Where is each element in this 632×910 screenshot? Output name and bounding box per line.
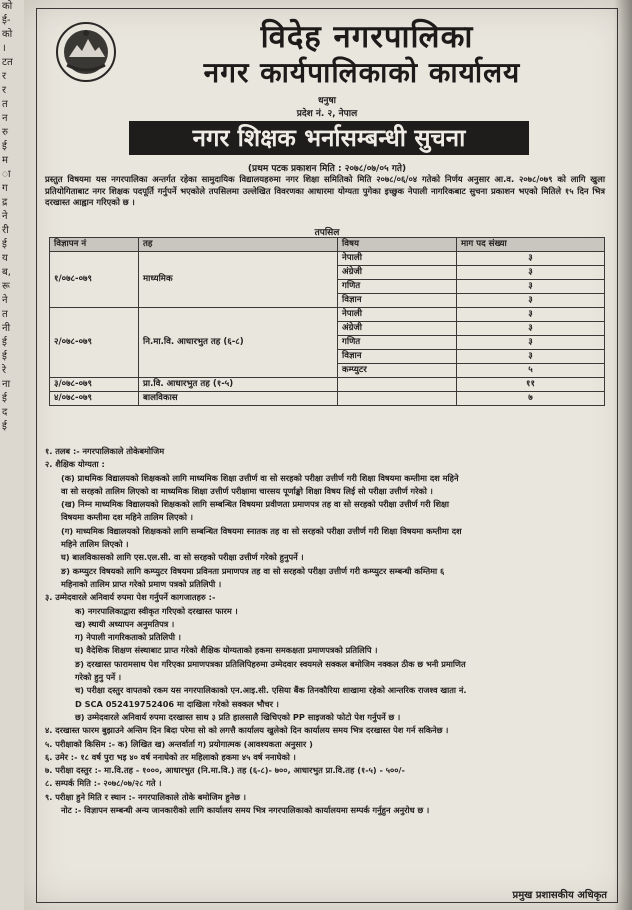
condition-line: महिनाको तालिम प्राप्त गरेको प्रमाण पत्रको प्रतिलिपी ।	[61, 578, 222, 589]
subject-cell: कम्प्युटर	[338, 364, 457, 378]
header-level: तह	[139, 238, 338, 252]
level-cell: प्रा.वि. आधारभुत तह (१-५)	[139, 378, 338, 392]
strip-fragment: द	[2, 407, 8, 418]
level-cell: बालविकास	[139, 392, 338, 406]
strip-fragment: य	[2, 253, 8, 264]
strip-fragment: ग	[2, 183, 8, 194]
province-label: प्रदेश नं. २, नेपाल	[296, 109, 358, 119]
ad-number-cell: ४/०७८-०७९	[50, 392, 139, 406]
post-count-cell: ३	[457, 252, 605, 266]
strip-fragment: रे	[2, 365, 7, 376]
strip-fragment: ब,	[2, 267, 11, 278]
signature-title: प्रमुख प्रशासकीय अधिकृत	[512, 890, 607, 901]
ad-number-cell: ३/०७८-०७९	[50, 378, 139, 392]
condition-line: घ) वैदेशिक शिक्षण संस्थाबाट प्राप्त गरेको शैक्षिक योग्यताको हकमा समकक्षता प्रमाणपत्रको प्रतिलिपि ।	[75, 645, 378, 656]
page-shadow	[614, 0, 632, 910]
strip-fragment: त	[2, 99, 8, 110]
condition-line: ३. उम्मेदवारले अनिवार्य रुपमा पेश गर्नुपर्ने कागजातहरु :-	[45, 592, 216, 603]
post-count-cell: ३	[457, 322, 605, 336]
strip-fragment: ई	[2, 141, 7, 152]
vacancy-table-body	[50, 252, 605, 406]
strip-fragment: म	[2, 155, 8, 166]
strip-fragment: नी	[2, 323, 11, 334]
condition-line: घ) बालविकासको लागि एस.एल.सी. वा सो सरहको परीक्षा उत्तीर्ण गरेको हुनुपर्ने ।	[61, 552, 304, 563]
municipality-title: विदेह नगरपालिका	[260, 19, 474, 55]
subject-cell: विज्ञान	[338, 294, 457, 308]
table-header-row	[50, 238, 605, 252]
condition-line: D SCA 052419752406 मा दाखिला गरेको सक्कल भौचर ।	[75, 698, 279, 709]
notice-conditions	[45, 445, 609, 817]
condition-line: ८. सम्पर्क मिति :- २०७८/०७/२८ गते ।	[45, 778, 162, 789]
strip-fragment: को	[2, 29, 13, 40]
strip-fragment: त	[2, 309, 8, 320]
office-title: नगर कार्यपालिकाको कार्यालय	[203, 56, 521, 89]
subject-cell: विज्ञान	[338, 350, 457, 364]
header-ad-no: विज्ञापन नं	[50, 238, 139, 252]
header-count: माग पद संख्या	[457, 238, 605, 252]
strip-fragment: रू	[2, 281, 10, 292]
table-row	[50, 392, 605, 406]
post-count-cell: ३	[457, 350, 605, 364]
condition-line: ख) स्थायी अध्यापन अनुमतिपत्र ।	[75, 618, 175, 629]
notice-page	[24, 0, 632, 910]
intro-paragraph: प्रस्तुत विषयमा यस नगरपालिका अन्तर्गत रहेका सामुदायिक विद्यालयहरुमा नगर शिक्षा समितिको मिति २०७८/०६/०४ गतेको निर्णय अनुसार आ.व. २०७८/०७९ को लागि खुला प्रतियोगिताबाट नगर शिक्षक पदपूर्ति गर्नुपर्ने भएकोले तपसिलमा उल्लेखित विवरणका आधारमा योग्यता पुगेका इच्छुक नेपाली नागरिकबाट सुचना प्रकाशन भएको मितिले १५ दिन भित्र दरखास्त आह्वान गरिएको छ ।	[45, 174, 605, 207]
post-count-cell: ५	[457, 364, 605, 378]
condition-line: (ग) माध्यमिक विद्यालयको शिक्षकको लागि सम्बन्धित विषयमा स्नातक तह वा सो सरहको परीक्षा उत्तीर्ण गरी शिक्षा विषयमा कम्तीमा दश	[61, 525, 462, 536]
condition-line: ५. परीक्षाको किसिम :- क) लिखित ख) अन्तर्वार्ता ग) प्रयोगात्मक (आवश्यकता अनुसार )	[45, 738, 313, 749]
vacancy-table	[49, 237, 605, 406]
strip-fragment: ।	[2, 43, 6, 54]
condition-line: च) परीक्षा दस्तुर वापतको रकम यस नगरपालिकाको एन.आइ.सी. एसिया बैंक तिनकौरिया शाखामा रहेको आन्तरिक राजश्व खाता नं.	[75, 685, 467, 696]
condition-line: (ख) निम्न माध्यमिक विद्यालयको शिक्षकको लागि सम्बन्धित विषयमा प्रवीणता प्रमाणपत्र तह वा सो सरहको परीक्षा उत्तीर्ण गरी शिक्षा	[61, 499, 450, 510]
condition-line: विषयमा कम्तीमा दश महिने तालिम लिएको ।	[61, 512, 193, 523]
post-count-cell: ३	[457, 294, 605, 308]
adjacent-column-strip	[0, 0, 25, 910]
condition-line: ४. दरखास्त फारम बुझाउने अन्तिम दिन बिदा परेमा सो को लगत्तै कार्यालय खुलेको दिन कार्यालय समय भित्र दरखास्त पेश गर्न सकिनेछ ।	[45, 725, 449, 736]
strip-fragment: ना	[2, 379, 11, 390]
condition-line: महिने तालिम लिएको ।	[61, 539, 129, 550]
condition-line: ६. उमेर :- १८ वर्ष पुरा भइ ४० वर्ष ननाघेको तर महिलाको हकमा ४५ वर्ष ननाघेको ।	[45, 751, 296, 762]
post-count-cell: ७	[457, 392, 605, 406]
strip-fragment: ई	[2, 337, 7, 348]
table-row	[50, 378, 605, 392]
header-subject: विषय	[338, 238, 457, 252]
subject-cell: नेपाली	[338, 252, 457, 266]
strip-fragment: द्र	[2, 197, 8, 208]
condition-line: ९. परीक्षा हुने मिति र स्थान :- नगरपालिकाले तोके बमोजिम हुनेछ ।	[45, 791, 246, 802]
ad-number-cell: २/०७८-०७९	[50, 308, 139, 378]
publication-date: (प्रथम पटक प्रकाशन मिति : २०७८/०७/०५ गते)	[247, 164, 407, 174]
strip-fragment: टत	[2, 57, 13, 68]
condition-line: ङ) कम्प्युटर विषयको लागि कम्प्युटर विषयमा प्रविनता प्रमाणपत्र तह वा सो सरहको परीक्षा उत्तीर्ण गरी कम्प्युटर सम्बन्धी कम्तिमा ६	[61, 565, 445, 576]
subject-cell	[338, 392, 457, 406]
condition-line: (क) प्राथमिक विद्यालयको शिक्षकको लागि माध्यमिक शिक्षा उत्तीर्ण वा सो सरहको परीक्षा उत्तीर्ण गरी शिक्षा विषयमा कम्तीमा दश महिने	[61, 472, 459, 483]
strip-fragment: ई	[2, 351, 7, 362]
post-count-cell: ३	[457, 266, 605, 280]
condition-line: ग) नेपाली नागरिकताको प्रतिलिपी ।	[75, 632, 181, 643]
strip-fragment: रु	[2, 127, 8, 138]
condition-line: वा सो सरहको तालिम लिएको वा माध्यमिक शिक्षा उत्तीर्ण परीक्षामा चारसय पूर्णाङ्को शिक्षा विषय लिई सो परीक्षा उत्तीर्ण गरेको ।	[61, 485, 433, 496]
strip-fragment: ई	[2, 393, 7, 404]
strip-fragment: र	[2, 71, 7, 82]
notice-frame	[36, 8, 618, 903]
subject-cell	[338, 378, 457, 392]
subject-cell: गणित	[338, 336, 457, 350]
subject-cell: अंग्रेजी	[338, 322, 457, 336]
strip-fragment: को	[2, 1, 13, 12]
table-row	[50, 252, 605, 266]
condition-line: नोट :- विज्ञापन सम्बन्धी अन्य जानकारीको लागि कार्यालय समय भित्र नगरपालिकाको कार्यालयमा सम्पर्क गर्नुहुन अनुरोध छ ।	[61, 805, 430, 816]
level-cell: माध्यमिक	[139, 252, 338, 308]
condition-line: ङ) दरखास्त फारामसाथ पेश गरिएका प्रमाणपत्रका प्रतिलिपिहरुमा उम्मेदवार स्वयमले सक्कल बमोजिम नक्कल ठीक छ भनी प्रमाणित	[75, 658, 466, 669]
post-count-cell: ११	[457, 378, 605, 392]
strip-fragment: न	[2, 113, 8, 124]
post-count-cell: ३	[457, 280, 605, 294]
condition-line: छ) उम्मेदवारले अनिवार्य रुपमा दरखास्त साथ ३ प्रति हालसालै खिचिएको PP साइजको फोटो पेश गर्नुपर्ने छ ।	[75, 711, 401, 722]
condition-line: गरेको हुनु पर्ने ।	[75, 672, 122, 683]
strip-fragment: ने	[2, 295, 8, 306]
strip-fragment: री	[2, 225, 9, 236]
condition-line: १. तलब :- नगरपालिकाले तोकेबमोजिम	[45, 446, 165, 456]
subject-cell: गणित	[338, 280, 457, 294]
nepal-emblem-icon	[55, 21, 117, 83]
level-cell: नि.मा.वि. आधारभुत तह (६-८)	[139, 308, 338, 378]
strip-fragment: ई	[2, 239, 7, 250]
table-caption: तपसिल	[314, 228, 340, 238]
notice-banner: नगर शिक्षक भर्नासम्बन्धी सुचना	[129, 121, 529, 155]
subject-cell: अंग्रेजी	[338, 266, 457, 280]
condition-line: ७. परीक्षा दस्तुर :- मा.वि.तह - १०००, आधारभुत (नि.मा.वि.) तह (६-८)- ७००, आधारभुत प्रा.वि.तह (१-५) - ५००/-	[45, 765, 405, 776]
condition-line: २. शैक्षिक योग्यता :	[45, 459, 105, 470]
post-count-cell: ३	[457, 308, 605, 322]
subject-cell: नेपाली	[338, 308, 457, 322]
ad-number-cell: १/०७८-०७९	[50, 252, 139, 308]
table-row	[50, 308, 605, 322]
strip-fragment: ई-	[2, 15, 11, 26]
condition-line: क) नगरपालिकाद्वारा स्वीकृत गरिएको दरखास्त फारम ।	[75, 605, 238, 616]
strip-fragment: ई	[2, 421, 7, 432]
strip-fragment: ने	[2, 211, 8, 222]
strip-fragment: र	[2, 85, 7, 96]
strip-fragment: ा	[2, 169, 11, 180]
district-label: धनुषा	[317, 96, 337, 106]
post-count-cell: ३	[457, 336, 605, 350]
